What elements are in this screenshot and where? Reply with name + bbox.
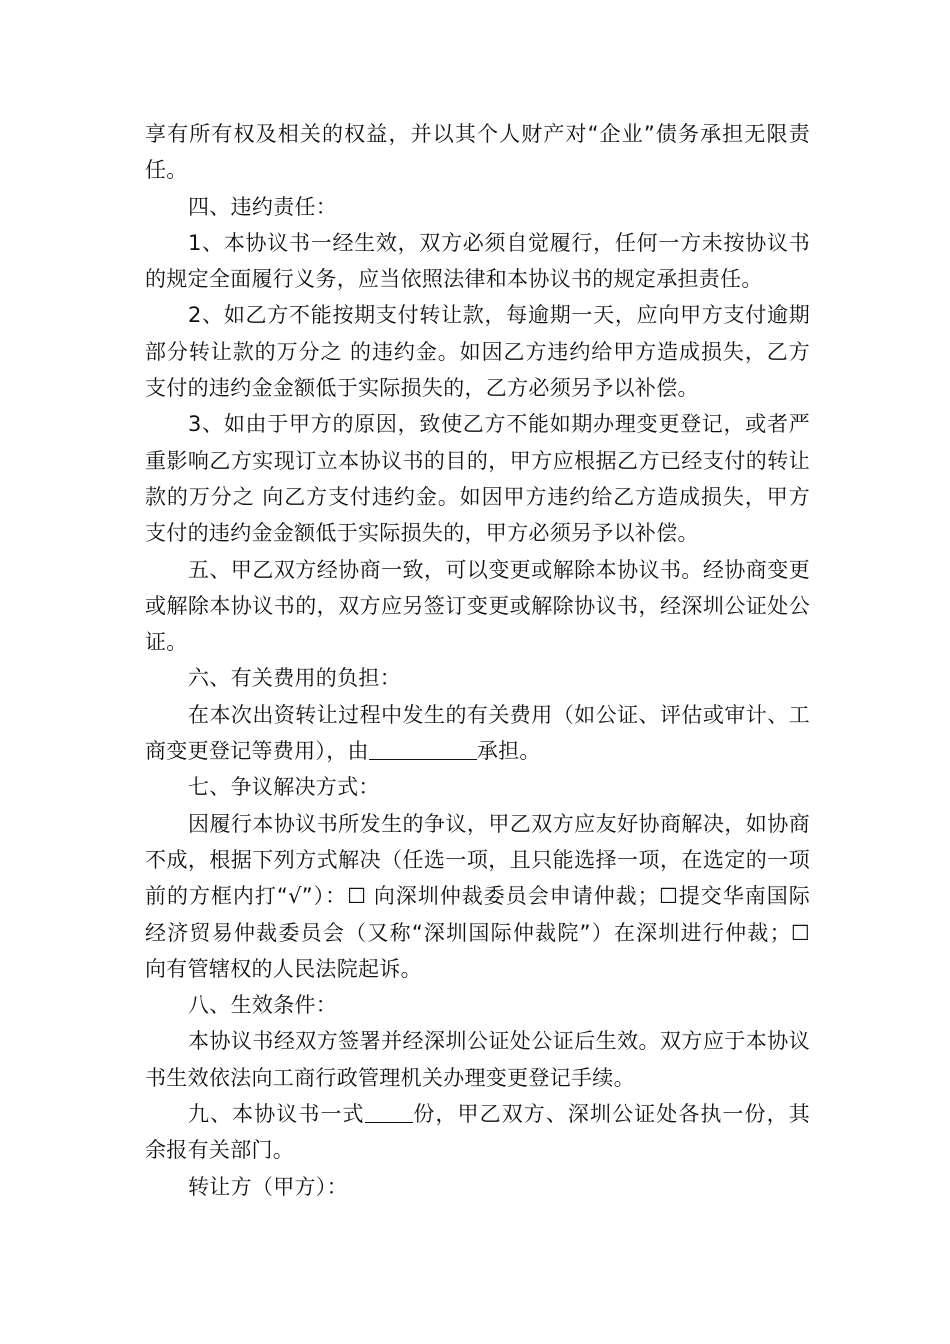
transferor-party-a-label: 转让方（甲方）： — [188, 1174, 348, 1199]
copies-count-blank[interactable] — [365, 1100, 413, 1123]
fees-text-after: 承担。 — [476, 739, 541, 764]
paragraph-breach-1: 1、本协议书一经生效，双方必须自觉履行，任何一方未按协议书的规定全面履行义务，应当依照法律和本协议书的规定承担责任。 — [145, 230, 810, 292]
copies-text-before: 九、本协议书一式 — [188, 1102, 365, 1127]
heading-dispute-resolution: 七、争议解决方式： — [188, 775, 380, 800]
heading-effective-conditions: 八、生效条件： — [188, 993, 338, 1018]
paragraph-effective-conditions: 本协议书经双方签署并经深圳公证处公证后生效。双方应于本协议书生效依法向工商行政管理机关办理变更登记手续。 — [145, 1029, 810, 1090]
paragraph-rights-continuation: 享有所有权及相关的权益，并以其个人财产对“企业”债务承担无限责任。 — [145, 122, 810, 183]
copies-text-after: 份，甲乙双方、深圳公证处各执一份，其余报有关部门。 — [145, 1102, 810, 1163]
heading-fees: 六、有关费用的负担： — [188, 666, 401, 691]
paragraph-copies — [145, 1096, 810, 1169]
heading-breach-liability: 四、违约责任： — [188, 194, 338, 219]
paragraph-dispute-resolution: 因履行本协议书所发生的争议，甲乙双方应友好协商解决，如协商不成，根据下列方式解决（任选一项，且只能选择一项，在选定的一项前的方框内打“√”）：☐ 向深圳仲裁委员会申请仲裁；☐提交华南国际经济贸易仲裁委员会（又称“深圳国际仲裁院”）在深圳进行仲裁；☐ 向有管辖权的人民法院起诉。 — [145, 811, 810, 981]
paragraph-fees — [145, 697, 810, 770]
paragraph-breach-3: 3、如由于甲方的原因，致使乙方不能如期办理变更登记，或者严重影响乙方实现订立本协议书的目的，甲方应根据乙方已经支付的转让款的万分之 向乙方支付违约金。如因甲方违约给乙方造成损失，甲方支付的违约金金额低于实际损失的，甲方必须另予以补偿。 — [145, 412, 810, 546]
paragraph-breach-2: 2、如乙方不能按期支付转让款，每逾期一天，应向甲方支付逾期部分转让款的万分之 的违约金。如因乙方违约给甲方造成损失，乙方支付的违约金金额低于实际损失的，乙方必须另予以补偿。 — [145, 303, 810, 401]
paragraph-amendment: 五、甲乙双方经协商一致，可以变更或解除本协议书。经协商变更或解除本协议书的，双方应另签订变更或解除协议书，经深圳公证处公证。 — [145, 557, 810, 655]
fees-payer-blank[interactable] — [369, 737, 477, 760]
document-page — [145, 116, 810, 1205]
fees-text-before: 在本次出资转让过程中发生的有关费用（如公证、评估或审计、工商变更登记等费用），由 — [145, 702, 810, 764]
